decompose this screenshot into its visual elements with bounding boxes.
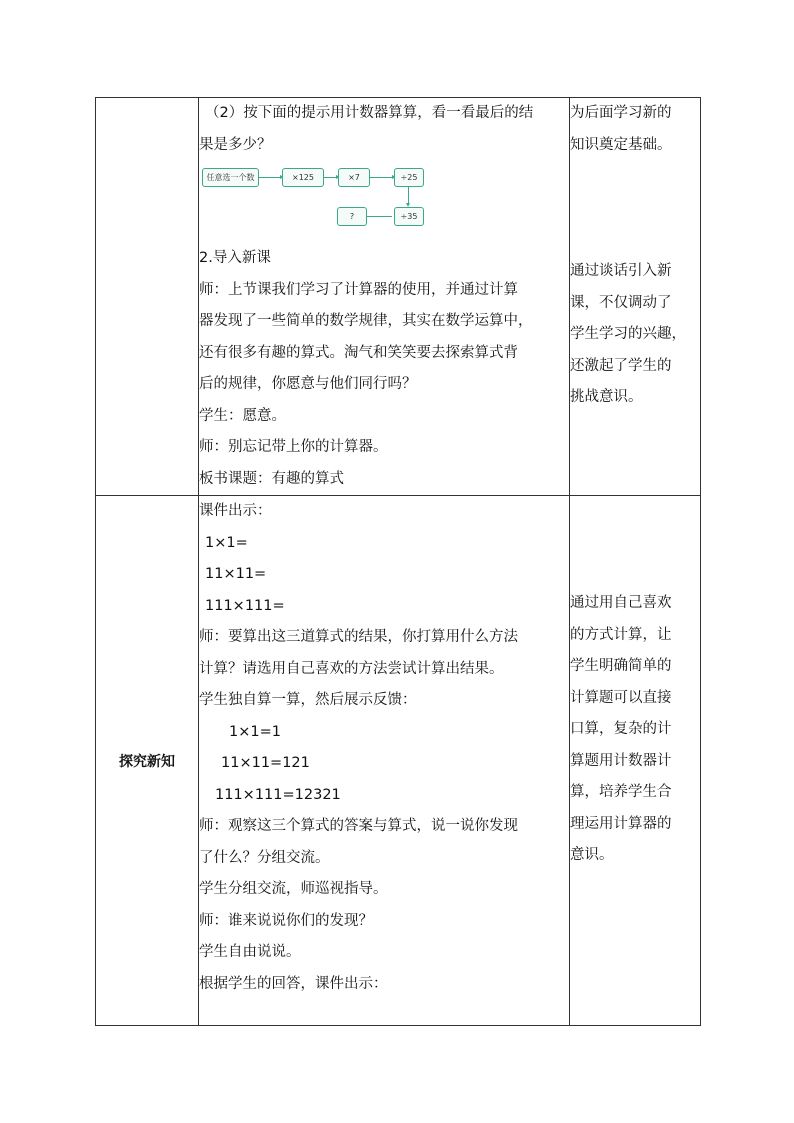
- text-line: 师：别忘记带上你的计算器。: [199, 439, 388, 455]
- intent-line: 为后面学习新的: [570, 105, 672, 121]
- flow-box-step1: ×125: [282, 168, 324, 187]
- text-line: 111×111=12321: [215, 786, 341, 803]
- text-line: 器发现了一些简单的数学规律，其实在数学运算中，: [199, 313, 533, 329]
- intent-line: 课，不仅调动了: [570, 294, 672, 311]
- stage-cell: [96, 98, 199, 496]
- arrow-right-icon: [370, 177, 392, 178]
- activity-cell: [199, 496, 570, 1026]
- text-line: 板书课题：有趣的算式: [199, 470, 344, 487]
- intent-line: 学生学习的兴趣，: [570, 326, 686, 342]
- text-line: 学生自由说说。: [199, 944, 301, 960]
- arrow-left-icon: [367, 216, 392, 217]
- text-line: （2）按下面的提示用计数器算算，看一看最后的结: [205, 105, 534, 121]
- text-line: 1×1=1: [229, 723, 281, 740]
- intent-line: 知识奠定基础。: [570, 136, 672, 153]
- text-line: 后的规律，你愿意与他们同行吗？: [199, 376, 417, 392]
- arrow-right-icon: [324, 177, 336, 178]
- calculation-flowchart: [199, 163, 569, 235]
- design-intent-cell: [570, 496, 701, 1026]
- text-line: 课件出示：: [199, 503, 272, 519]
- intent-line: 通过谈话引入新: [570, 263, 672, 279]
- flow-box-step2: ×7: [338, 168, 370, 187]
- text-line: 11×11=: [205, 566, 267, 582]
- text-line: 学生独自算一算，然后展示反馈：: [199, 692, 417, 708]
- text-line: 果是多少？: [199, 136, 272, 153]
- intent-line: 算题用计数器计: [570, 752, 672, 769]
- intent-line: 算，培养学生合: [570, 784, 672, 800]
- text-line: 2.导入新课: [199, 250, 271, 266]
- text-line: 计算？请选用自己喜欢的方法尝试计算出结果。: [199, 660, 504, 677]
- table-row: [96, 98, 701, 496]
- text-line: 师：上节课我们学习了计算器的使用，并通过计算: [199, 281, 518, 298]
- text-line: 11×11=121: [221, 755, 310, 771]
- stage-cell: 探究新知: [96, 496, 199, 1026]
- text-line: 了什么？分组交流。: [199, 849, 330, 866]
- intent-line: 计算题可以直接: [570, 689, 672, 706]
- text-line: 还有很多有趣的算式。淘气和笑笑要去探索算式背: [199, 344, 518, 361]
- text-line: 学生分组交流，师巡视指导。: [199, 881, 388, 897]
- text-line: 111×111=: [205, 597, 285, 614]
- text-line: 学生：愿意。: [199, 407, 286, 424]
- text-line: 师：要算出这三道算式的结果，你打算用什么方法: [199, 629, 518, 645]
- lesson-plan-table: [95, 97, 701, 1026]
- design-intent-cell: [570, 98, 701, 496]
- intent-line: 挑战意识。: [570, 389, 643, 405]
- flow-box-step4: ÷35: [394, 207, 424, 226]
- intent-line: 通过用自己喜欢: [570, 595, 672, 611]
- activity-cell: [199, 98, 570, 496]
- text-line: 师：谁来说说你们的发现？: [199, 912, 373, 929]
- flow-box-start: 任意选一个数: [202, 168, 259, 187]
- text-line: 根据学生的回答，课件出示：: [199, 975, 388, 992]
- intent-line: 学生明确简单的: [570, 658, 672, 674]
- intent-line: 还激起了学生的: [570, 357, 672, 374]
- text-line: 1×1=: [205, 534, 248, 551]
- intent-line: 理运用计算器的: [570, 815, 672, 832]
- intent-line: 意识。: [570, 847, 614, 863]
- flow-box-result: ?: [337, 207, 367, 226]
- text-line: 师：观察这三个算式的答案与算式，说一说你发现: [199, 818, 518, 834]
- arrow-right-icon: [259, 177, 280, 178]
- arrow-down-icon: [408, 187, 409, 203]
- intent-line: 的方式计算，让: [570, 626, 672, 643]
- table-row: [96, 496, 701, 1026]
- intent-line: 口算，复杂的计: [570, 721, 672, 737]
- flow-box-step3: ÷25: [394, 168, 424, 187]
